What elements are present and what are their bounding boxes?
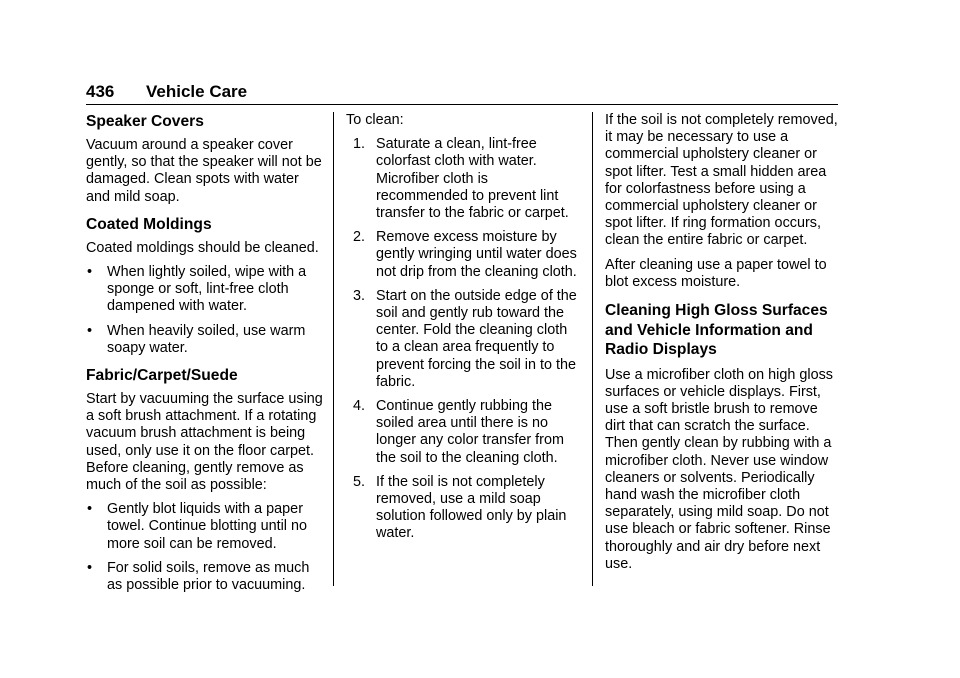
section-title: Vehicle Care bbox=[146, 82, 248, 101]
to-clean-intro: To clean: bbox=[346, 112, 404, 128]
column-divider bbox=[592, 112, 593, 586]
list-item-text: When lightly soiled, wipe with a sponge or soft, lint-free cloth dampened with water. bbox=[107, 264, 307, 315]
bullet-icon: • bbox=[87, 501, 93, 518]
list-item bbox=[86, 264, 324, 316]
fabric-text: Start by vacuuming the surface using a soft brush attachment. If a rotating vacuum brush attachment is being used, only use it on the floor carpet. Before cleaning, gently remove as much of the soil as possible: bbox=[86, 391, 323, 494]
step-number: 1. bbox=[353, 136, 366, 153]
bullet-icon: • bbox=[87, 322, 93, 339]
cleaning-steps bbox=[346, 136, 582, 542]
page-header bbox=[86, 80, 838, 105]
list-item-text: For solid soils, remove as much as possible prior to vacuuming. bbox=[107, 559, 310, 594]
high-gloss-text: Use a microfiber cloth on high gloss surfaces or vehicle displays. First, use a soft bristle brush to remove dirt that can scratch the surface. Then gently clean by rubbing with a microfiber cloth. Never use window cleaners or solvents. Periodically hand wash the microfiber cloth separately, using mild soap. Do not use bleach or fabric softener. Rinse thoroughly and air dry before next use. bbox=[605, 366, 833, 572]
step-number: 5. bbox=[353, 473, 366, 490]
column-left bbox=[86, 112, 324, 601]
heading-fabric-carpet-suede: Fabric/Carpet/Suede bbox=[86, 367, 238, 385]
step-item bbox=[346, 288, 582, 391]
step-number: 2. bbox=[353, 229, 366, 246]
heading-coated-moldings: Coated Moldings bbox=[86, 215, 212, 233]
step-item bbox=[346, 136, 582, 222]
heading-speaker-covers: Speaker Covers bbox=[86, 113, 204, 130]
step-text: If the soil is not completely removed, use a mild soap solution followed only by plain water. bbox=[376, 473, 567, 542]
fabric-list bbox=[86, 501, 324, 594]
list-item-text: Gently blot liquids with a paper towel. Continue blotting until no more soil can be removed. bbox=[107, 501, 308, 552]
step-item bbox=[346, 229, 582, 281]
page-number: 436 bbox=[86, 82, 115, 101]
column-divider bbox=[333, 112, 334, 586]
bullet-icon: • bbox=[87, 559, 93, 576]
column-middle bbox=[346, 112, 582, 550]
step-text: Continue gently rubbing the soiled area until there is no longer any color transfer from the soil to the cleaning cloth. bbox=[376, 398, 564, 466]
step-text: Start on the outside edge of the soil and gently rub toward the center. Fold the cleaning cloth to a clean area frequently to prevent forcing the soil in to the fabric. bbox=[376, 287, 577, 390]
list-item-text: When heavily soiled, use warm soapy water. bbox=[107, 322, 306, 356]
coated-moldings-list bbox=[86, 264, 324, 357]
heading-high-gloss-surfaces: Cleaning High Gloss Surfaces and Vehicle Information and Radio Displays bbox=[605, 302, 828, 359]
list-item bbox=[86, 560, 324, 594]
list-item bbox=[86, 323, 324, 357]
step-number: 3. bbox=[353, 287, 366, 304]
column-right bbox=[605, 112, 841, 580]
list-item bbox=[86, 501, 324, 553]
step-text: Remove excess moisture by gently wringing until water does not drip from the cleaning cloth. bbox=[376, 229, 577, 280]
blot-moisture-text: After cleaning use a paper towel to blot excess moisture. bbox=[605, 256, 827, 290]
step-item bbox=[346, 474, 582, 543]
bullet-icon: • bbox=[87, 264, 93, 281]
step-item bbox=[346, 398, 582, 467]
step-text: Saturate a clean, lint-free colorfast cloth with water. Microfiber cloth is recommended to prevent lint transfer to the fabric or carpet. bbox=[376, 136, 569, 222]
speaker-covers-text: Vacuum around a speaker cover gently, so that the speaker will not be damaged. Clean spots with water and mild soap. bbox=[86, 137, 322, 205]
step-number: 4. bbox=[353, 398, 366, 415]
coated-moldings-intro: Coated moldings should be cleaned. bbox=[86, 239, 319, 256]
upholstery-cleaner-text: If the soil is not completely removed, it may be necessary to use a commercial upholstery cleaner or spot lifter. Test a small hidden area for colorfastness before using a commercial upholstery cleaner or spot lifter. If ring formation occurs, clean the entire fabric or carpet. bbox=[605, 112, 838, 249]
